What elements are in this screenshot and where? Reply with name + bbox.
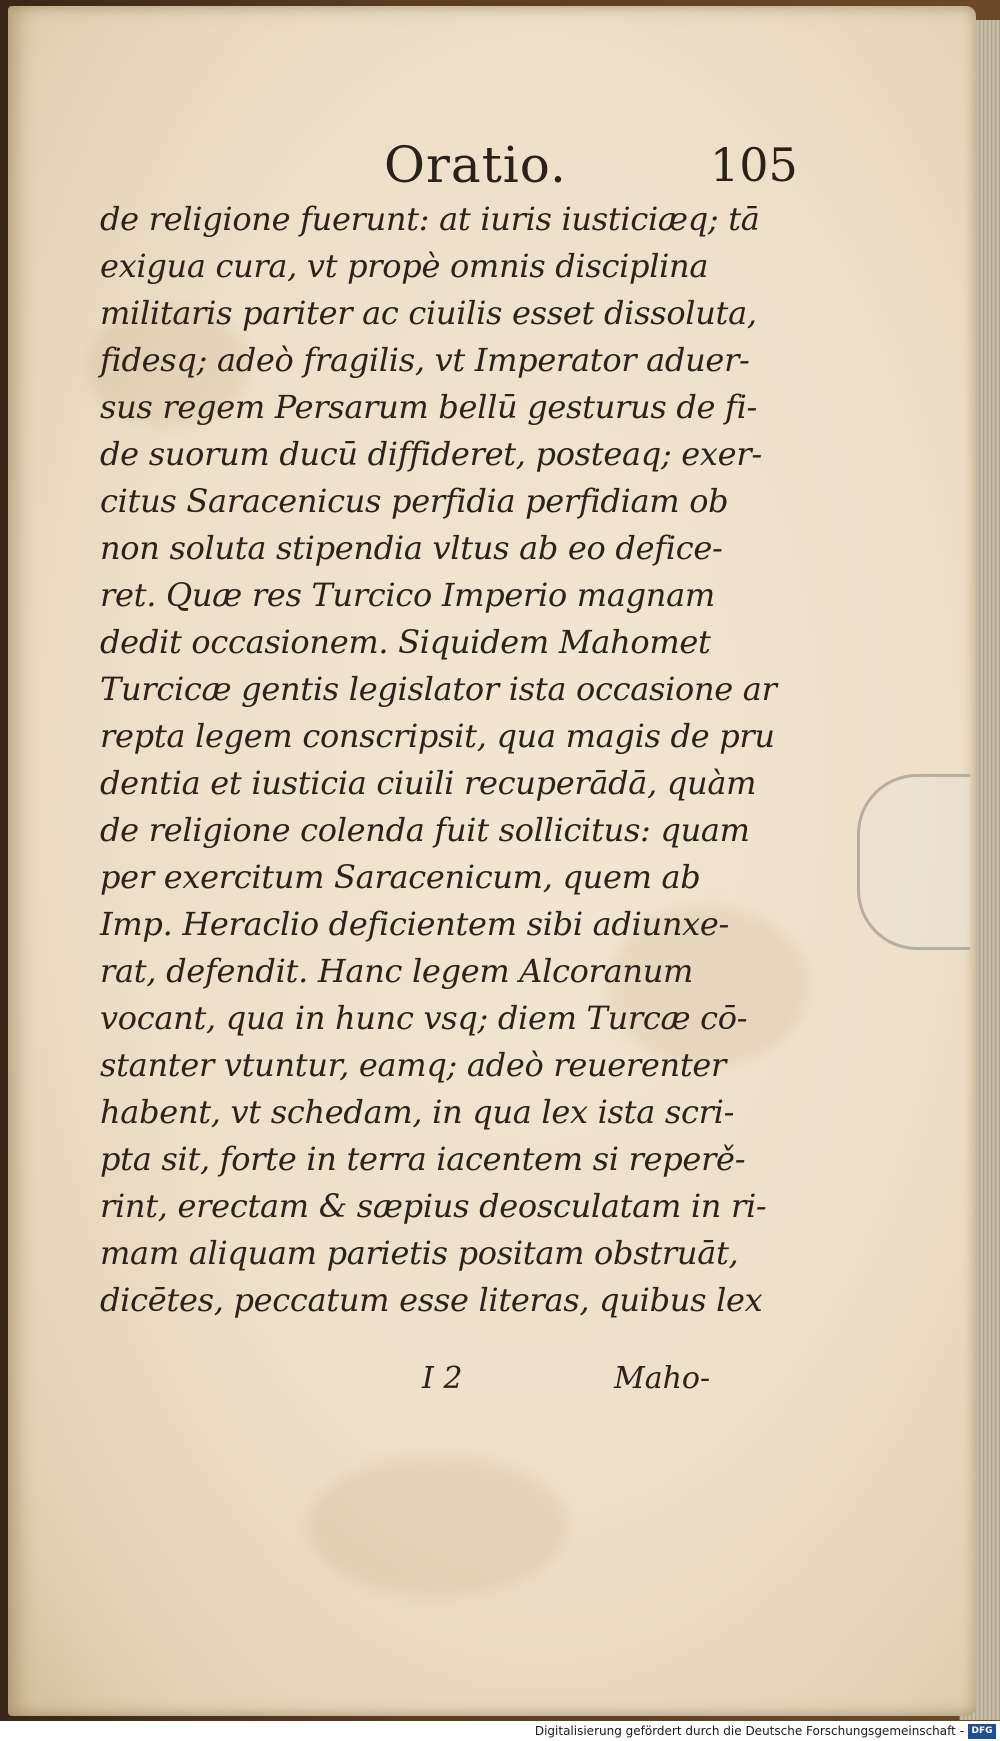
text-line: dentia et iusticia ciuili recuperādā, quàm [100,764,757,802]
text-line: ret. Quæ res Turcico Imperio magnam [100,576,715,614]
text-line: de suorum ducū diffideret, posteaq; exer- [100,435,762,473]
text-line: fidesq; adeò fragilis, vt Imperator aduer- [100,341,750,379]
page-number: 105 [710,138,798,192]
text-line: citus Saracenicus perfidia perfidiam ob [100,482,729,520]
text-line: habent, vt schedam, in qua lex ista scri- [100,1093,735,1131]
catchword: Maho- [614,1361,711,1396]
text-line: dedit occasionem. Siquidem Mahomet [100,623,711,661]
text-line: militaris pariter ac ciuilis esset dissoluta, [100,294,757,332]
book-page [8,6,976,1716]
text-line: rint, erectam & sæpius deosculatam in ri- [100,1187,767,1225]
page-footer-marks [100,1361,780,1411]
page-clip [857,774,970,950]
text-line: Turcicæ gentis legislator ista occasione ar [100,670,777,708]
text-line: per exercitum Saracenicum, quem ab [100,858,701,896]
body-text [100,196,780,1324]
text-line: rat, defendit. Hanc legem Alcoranum [100,952,694,990]
text-line: Imp. Heraclio deficientem sibi adiunxe- [100,905,730,943]
dfg-logo-icon: DFG [968,1724,996,1739]
page-header [98,136,798,196]
digitization-credit: Digitalisierung gefördert durch die Deutsche Forschungsgemeinschaft - [534,1724,964,1738]
text-line: exigua cura, vt propè omnis disciplina [100,247,709,285]
text-line: de religione colenda fuit sollicitus: quam [100,811,750,849]
text-line: sus regem Persarum bellū gesturus de fi- [100,388,758,426]
digitization-footer [0,1721,1000,1741]
paper-stain [308,1456,568,1596]
signature-mark: I 2 [422,1361,463,1396]
text-line: pta sit, forte in terra iacentem si reperě- [100,1140,746,1178]
running-title: Oratio. [384,136,567,194]
text-line: mam aliquam parietis positam obstruāt, [100,1234,739,1272]
text-line: vocant, qua in hunc vsq; diem Turcæ cō- [100,999,748,1037]
text-line: stanter vtuntur, eamq; adeò reuerenter [100,1046,727,1084]
text-line: dicētes, peccatum esse literas, quibus lex [100,1281,763,1319]
text-line: de religione fuerunt: at iuris iusticiæq; tā [100,200,760,238]
text-line: non soluta stipendia vltus ab eo defice- [100,529,723,567]
text-line: repta legem conscripsit, qua magis de pru [100,717,775,755]
